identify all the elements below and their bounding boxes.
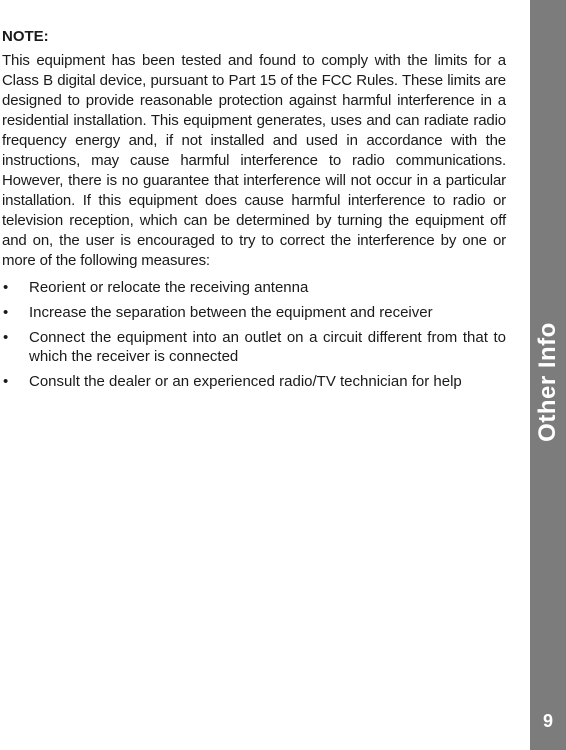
bullet-point: •: [3, 373, 9, 390]
measure-text: Increase the separation between the equipment and receiver: [29, 304, 433, 321]
list-item: [2, 372, 506, 391]
fcc-compliance-paragraph: This equipment has been tested and found to comply with the limits for a Class B digital device, pursuant to Part 15 of the FCC Rules. These limits are designed to provide reasonable protection against harmful interference in a residential installation. This equipment generates, uses and can radiate radio frequency energy and, if not installed and used in accordance with the instructions, may cause harmful interference to radio communications. However, there is no guarantee that interference will not occur in a particular installation. If this equipment does cause harmful interference to radio or television reception, which can be determined by turning the equipment off and on, the user is encouraged to try to correct the interference by one or more of the following measures:: [2, 52, 506, 269]
note-heading: NOTE:: [2, 28, 49, 45]
measure-text: Consult the dealer or an experienced radio/TV technician for help: [29, 373, 462, 390]
page-number: 9: [542, 711, 553, 731]
measure-text: Connect the equipment into an outlet on a circuit different from that to which the receiver is connected: [29, 329, 506, 365]
bullet-point: •: [3, 329, 9, 346]
fcc-note-section: [2, 27, 506, 397]
section-title: Other Info: [534, 322, 561, 442]
list-item: [2, 328, 506, 366]
measures-list: [2, 278, 506, 391]
list-item: [2, 278, 506, 297]
measure-text: Reorient or relocate the receiving antenna: [29, 279, 309, 296]
bullet-point: •: [3, 304, 9, 321]
list-item: [2, 303, 506, 322]
bullet-point: •: [3, 279, 9, 296]
